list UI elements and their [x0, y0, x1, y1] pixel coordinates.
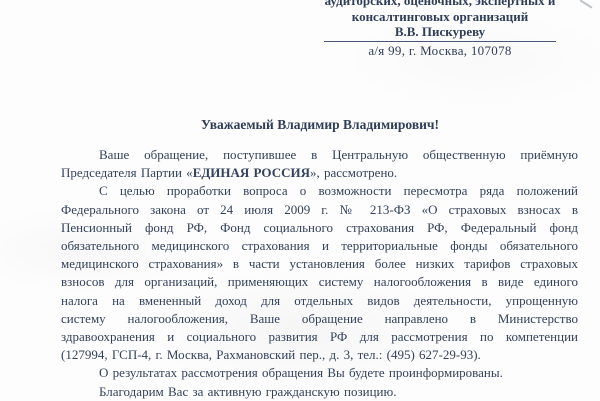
scan-artifact-mark	[580, 0, 593, 9]
paragraph2-line9: здравоохранения и социального развития РФ для рассмотрения по компетенции	[61, 329, 578, 345]
letter-body	[61, 146, 578, 401]
recipient-title-line-partial: аудиторских, оценочных, экспертных и	[324, 0, 556, 8]
paragraph1-line2-pre: Председателя Партии «	[61, 165, 193, 181]
paragraph1-line1: Ваше обращение, поступившее в Центральную общественную приёмную	[99, 147, 578, 162]
paragraph2-line8: систему налогообложения, Ваше обращение направлено в Министерство	[61, 310, 578, 326]
party-name-bold: ЕДИНАЯ РОССИЯ	[192, 165, 310, 181]
recipient-block	[322, 0, 558, 58]
paragraph2-line6: взносов для организаций, применяющих систему налогообложения в виде единого	[61, 274, 578, 290]
salutation-line: Уважаемый Владимир Владимирович!	[200, 117, 440, 132]
paragraph2-line7: налога на вмененный доход для отдельных видов деятельности, упрощенную	[61, 292, 578, 308]
paragraph2-line5: медицинского страхования» в части установления более низких тарифов страховых	[61, 256, 578, 272]
paragraph2-line2: Федерального закона от 24 июля 2009 г. № 213-ФЗ «О страховых взносах в	[61, 201, 578, 217]
paragraph2-line10: (127994, ГСП-4, г. Москва, Рахмановский пер., д. 3, тел.: (495) 627-29-93).	[61, 347, 481, 363]
paragraph3-line: О результатах рассмотрения обращения Вы будете проинформированы.	[99, 365, 503, 381]
paragraph1-line2	[61, 164, 578, 182]
paragraph2-line4: обязательного медицинского страхования и территориальные фонды обязательного	[61, 238, 578, 254]
recipient-address: а/я 99, г. Москва, 107078	[368, 42, 512, 58]
paragraph2-line1: С целью проработки вопроса о возможности пересмотра ряда положений	[99, 183, 578, 199]
paragraph1-line2-post: », рассмотрено.	[309, 165, 398, 181]
recipient-underline-rule	[324, 41, 556, 42]
recipient-org-line: консалтинговых организаций	[351, 8, 529, 24]
recipient-name: В.В. Пискуреву	[394, 24, 486, 39]
paragraph2-line3: Пенсионный фонд РФ, Фонд социального страхования РФ, Федеральный фонд	[61, 219, 578, 235]
paragraph4-line: Благодарим Вас за активную гражданскую позицию.	[99, 383, 397, 399]
